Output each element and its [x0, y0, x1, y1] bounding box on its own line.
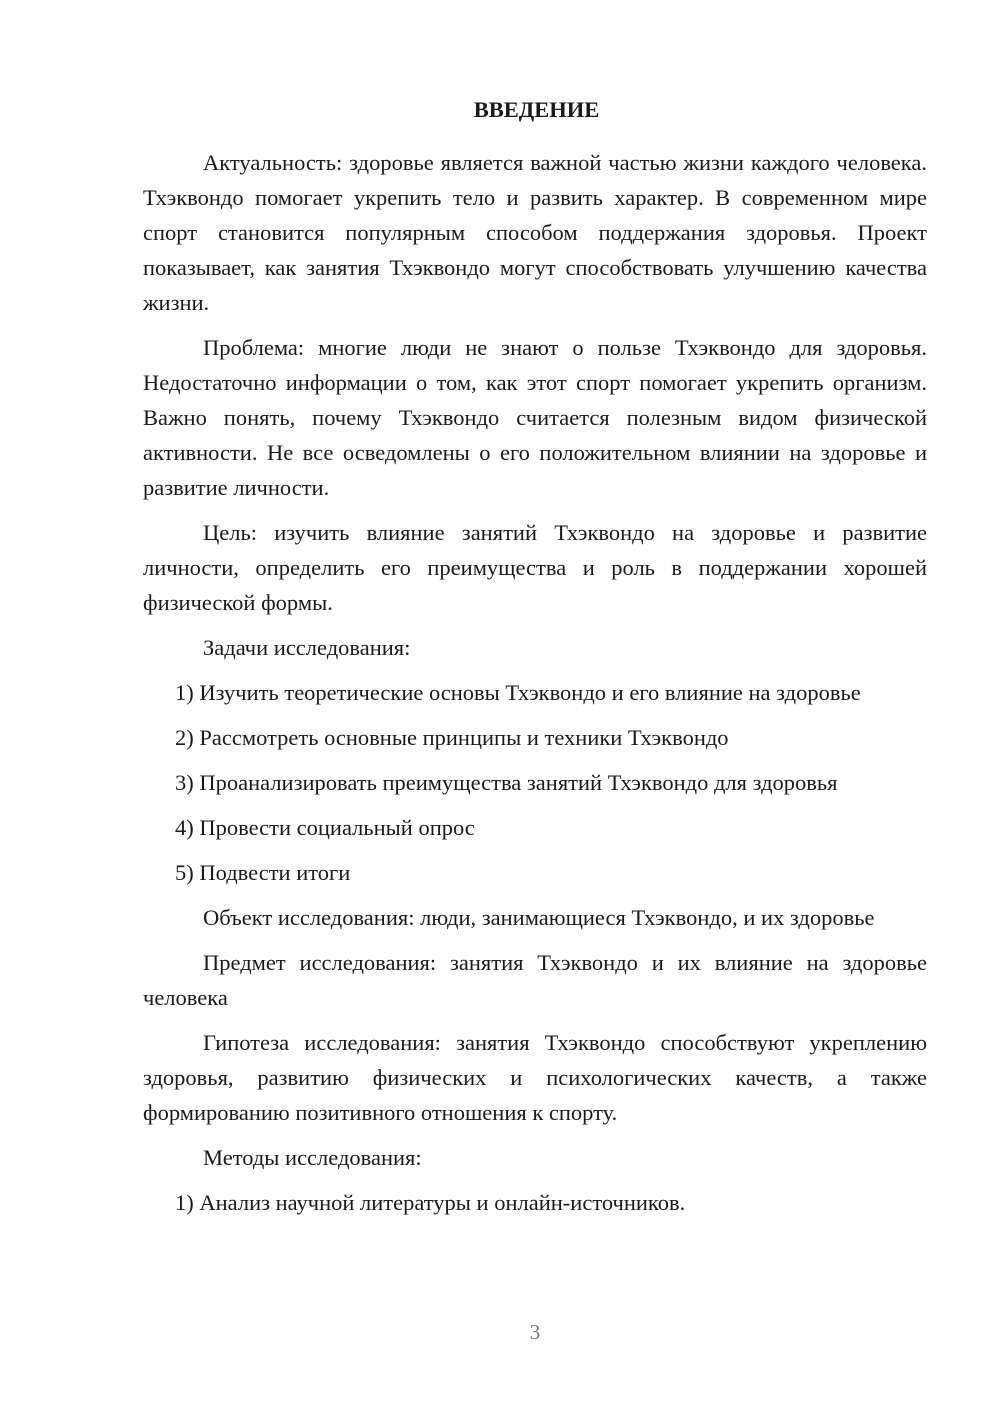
task-item-5: 5) Подвести итоги — [175, 860, 351, 885]
tasks-heading: Задачи исследования: — [203, 635, 411, 660]
task-item-4: 4) Провести социальный опрос — [175, 815, 475, 840]
task-item-1: 1) Изучить теоретические основы Тхэквондо и его влияние на здоровье — [175, 680, 861, 705]
subject-paragraph: Предмет исследования: занятия Тхэквондо и их влияние на здоровье человека — [143, 950, 927, 1010]
problem-paragraph: Проблема: многие люди не знают о пользе Тхэквондо для здоровья. Недостаточно информации о том, как этот спорт помогает укрепить организм. Важно понять, почему Тхэквондо считается полезным видом физической активности. Не все осведомлены о его положительном влиянии на здоровье и развитие личности. — [143, 335, 927, 500]
task-item-3: 3) Проанализировать преимущества занятий Тхэквондо для здоровья — [175, 770, 838, 795]
document-page — [143, 92, 927, 1230]
task-item-2: 2) Рассмотреть основные принципы и техники Тхэквондо — [175, 725, 729, 750]
page-number: 3 — [529, 1320, 541, 1344]
relevance-paragraph: Актуальность: здоровье является важной частью жизни каждого человека. Тхэквондо помогает укрепить тело и развить характер. В современном мире спорт становится популярным способом поддержания здоровья. Проект показывает, как занятия Тхэквондо могут способствовать улучшению качества жизни. — [143, 150, 927, 315]
method-item-1: 1) Анализ научной литературы и онлайн-источников. — [175, 1190, 686, 1215]
hypothesis-paragraph: Гипотеза исследования: занятия Тхэквондо способствуют укреплению здоровья, развитию физических и психологических качеств, а также формированию позитивного отношения к спорту. — [143, 1030, 927, 1125]
methods-heading: Методы исследования: — [203, 1145, 422, 1170]
section-title: ВВЕДЕНИЕ — [473, 97, 600, 122]
goal-paragraph: Цель: изучить влияние занятий Тхэквондо на здоровье и развитие личности, определить его преимущества и роль в поддержании хорошей физической формы. — [143, 520, 927, 615]
object-paragraph: Объект исследования: люди, занимающиеся Тхэквондо, и их здоровье — [203, 905, 875, 930]
